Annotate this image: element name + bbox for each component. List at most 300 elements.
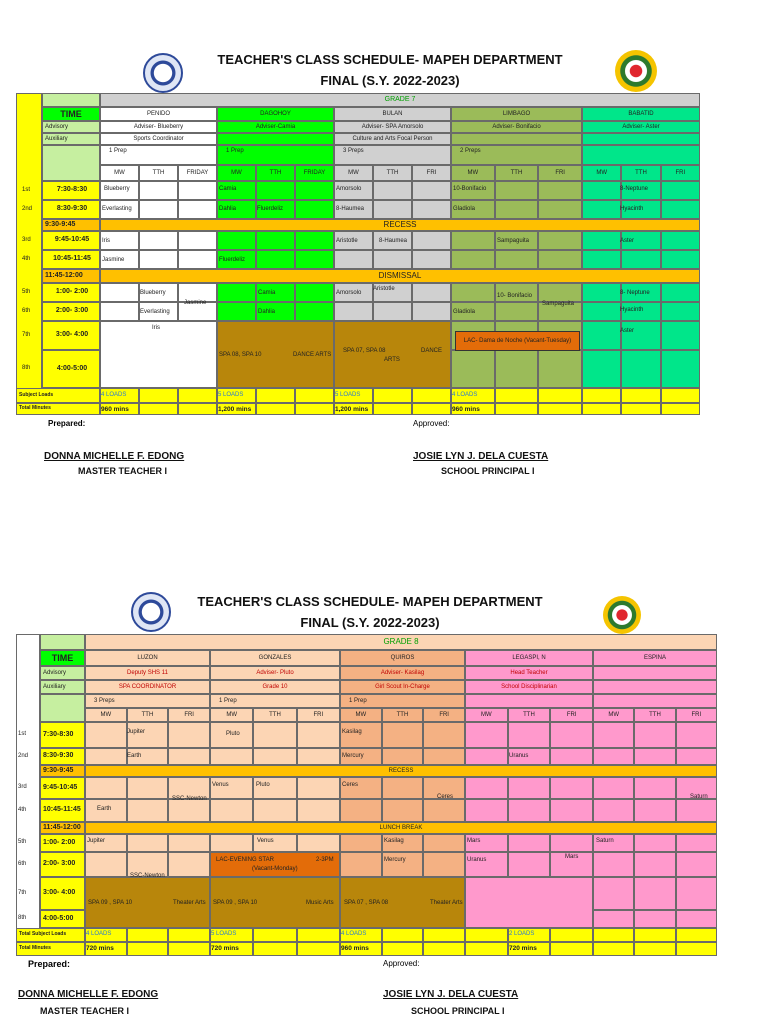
schedule-cell — [295, 283, 334, 302]
class-name: 10-Bonifacio — [453, 186, 487, 192]
schedule-cell — [297, 748, 340, 765]
period-label: 2nd — [18, 752, 29, 759]
day-header-cell: TTH — [621, 165, 660, 181]
dismissal-bar: DISMISSAL — [100, 269, 700, 283]
schedule-cell — [676, 722, 717, 748]
class-name: Mars — [467, 838, 481, 844]
advisory-quiros: Adviser- Kasilag — [340, 666, 465, 680]
schedule-cell — [373, 200, 412, 219]
class-name: Ceres — [437, 794, 454, 800]
class-name: Kasilag — [384, 838, 404, 844]
period-label: 3rd — [18, 784, 27, 790]
loads-cell — [538, 388, 582, 403]
lunch-break-bar: LUNCH BREAK — [85, 822, 717, 834]
class-name: Sampaguita — [497, 238, 530, 244]
schedule-cell — [451, 283, 495, 302]
class-name: SSC-Newton — [172, 796, 207, 802]
class-name: Venus — [257, 838, 274, 844]
schedule-cell — [217, 302, 256, 321]
advisory-gonzales: Adviser- Pluto — [210, 666, 340, 680]
page-subtitle: FINAL (S.Y. 2022-2023) — [320, 73, 460, 88]
advisory-label: Advisory — [40, 666, 85, 680]
schedule-cell — [256, 181, 295, 200]
schedule-cell — [495, 181, 539, 200]
schedule-cell — [621, 321, 660, 350]
schedule-cell — [661, 321, 700, 350]
schedule-cell — [100, 283, 139, 302]
minutes-cell — [465, 942, 508, 956]
loads-cell — [593, 928, 634, 942]
time-slot: 8:30-9:30 — [40, 748, 85, 765]
teacher-legaspi: LEGASPI, N — [465, 650, 593, 666]
schedule-cell — [100, 302, 139, 321]
schedule-cell — [217, 283, 256, 302]
period-label: 8th — [22, 365, 31, 371]
prep-count-cell: 1 Prep — [340, 694, 465, 708]
day-header-cell: TTH — [127, 708, 169, 722]
schedule-cell — [334, 302, 373, 321]
class-name: Hyacinth — [620, 206, 644, 212]
day-header-cell: MW — [340, 708, 382, 722]
schedule-cell — [256, 231, 295, 250]
lac-text: 2-3PM — [316, 857, 334, 863]
schedule-cell — [253, 722, 296, 748]
class-name: Everlasting — [140, 309, 170, 315]
period-label: 4th — [22, 255, 31, 262]
spa-text: Theater Arts — [173, 900, 206, 906]
minutes-cell — [621, 403, 660, 415]
day-header-cell: FRI — [423, 708, 465, 722]
schedule-cell — [676, 799, 717, 822]
loads-cell — [412, 388, 451, 403]
schedule-cell — [295, 231, 334, 250]
class-name: Mercury — [342, 753, 364, 759]
total-minutes-value: 1,200 mins — [218, 406, 252, 413]
class-name: 10- Bonifacio — [497, 293, 533, 299]
blank-header-cell — [42, 93, 100, 107]
class-name: Fluerdeliz — [219, 257, 246, 263]
subject-loads-label: Subject Loads — [16, 388, 100, 403]
schedule-cell — [465, 748, 508, 765]
class-name: Aristotle — [373, 286, 395, 292]
class-name: Ceres — [342, 782, 359, 788]
schedule-cell — [634, 777, 675, 799]
schedule-cell — [593, 748, 634, 765]
spa-text: Music Arts — [306, 900, 334, 906]
page-subtitle: FINAL (S.Y. 2022-2023) — [300, 615, 440, 630]
schedule-cell — [508, 852, 551, 877]
minutes-cell — [127, 942, 169, 956]
subject-loads-value: 5 LOADS — [335, 392, 361, 398]
day-header-blank — [42, 145, 100, 181]
schedule-cell — [100, 321, 217, 388]
schedule-cell — [295, 250, 334, 269]
schedule-cell — [582, 181, 621, 200]
left-margin-column — [16, 634, 40, 956]
class-name: 8-Haumea — [336, 206, 365, 212]
day-header-cell: FRI — [676, 708, 717, 722]
class-name: Dahlia — [258, 309, 276, 315]
schedule-cell — [168, 748, 210, 765]
class-name: Everlasting — [102, 206, 132, 212]
pink-block — [465, 877, 593, 928]
minutes-cell — [593, 942, 634, 956]
schedule-cell — [550, 722, 593, 748]
period-label: 6th — [22, 307, 31, 314]
schedule-cell — [178, 181, 217, 200]
class-name: Camia — [219, 186, 237, 192]
schedule-cell — [340, 852, 382, 877]
schedule-cell — [593, 799, 634, 822]
lac-block — [210, 852, 340, 877]
page-title: TEACHER'S CLASS SCHEDULE- MAPEH DEPARTMENT — [197, 594, 543, 609]
schedule-cell — [178, 250, 217, 269]
time-slot: 10:45-11:45 — [40, 799, 85, 822]
minutes-cell — [382, 942, 424, 956]
schedule-cell — [256, 250, 295, 269]
class-name: Aristotle — [336, 238, 358, 244]
time-slot: 4:00-5:00 — [40, 910, 85, 928]
schedule-cell — [661, 250, 700, 269]
class-name: Pluto — [226, 731, 240, 737]
loads-cell — [676, 928, 717, 942]
minutes-cell — [253, 942, 296, 956]
advisory-espina — [593, 666, 717, 680]
prepared-label: Prepared: — [48, 419, 86, 428]
schedule-cell — [412, 283, 451, 302]
spa-text: Theater Arts — [430, 900, 463, 906]
total-minutes-value: 960 mins — [101, 406, 129, 413]
schedule-cell — [210, 777, 253, 799]
schedule-cell — [295, 200, 334, 219]
period-label: 1st — [18, 731, 27, 737]
schedule-cell — [538, 283, 582, 302]
loads-cell — [297, 928, 340, 942]
minutes-cell — [423, 942, 465, 956]
approved-label: Approved: — [383, 959, 420, 968]
schedule-cell — [85, 852, 127, 877]
advisory-luzon: Deputy SHS 11 — [85, 666, 210, 680]
prep-count-cell: 2 Preps — [451, 145, 582, 165]
time-slot: 9:30-9:45 — [42, 219, 100, 231]
spa-block — [334, 321, 451, 388]
schedule-cell — [85, 777, 127, 799]
loads-cell — [382, 928, 424, 942]
class-name: Saturn — [596, 838, 614, 844]
spa-text: DANCE ARTS — [293, 352, 332, 358]
schedule-cell — [465, 777, 508, 799]
period-label: 7th — [22, 331, 31, 338]
day-header-cell: TTH — [634, 708, 675, 722]
day-header-cell: MW — [217, 165, 256, 181]
schedule-cell — [382, 722, 424, 748]
time-slot: 3:00- 4:00 — [40, 877, 85, 910]
schedule-cell — [253, 777, 296, 799]
schedule-cell — [382, 799, 424, 822]
schedule-cell — [621, 250, 660, 269]
total-minutes-value: 720 mins — [211, 945, 239, 952]
period-label: 5th — [22, 288, 31, 295]
minutes-cell — [373, 403, 412, 415]
minutes-cell — [661, 403, 700, 415]
class-name: 8- Neptune — [620, 290, 650, 296]
auxiliary-espina — [593, 680, 717, 694]
schedule-cell — [412, 181, 451, 200]
loads-cell — [168, 928, 210, 942]
subject-loads-value: 2 LOADS — [509, 931, 535, 937]
minutes-cell — [495, 403, 539, 415]
schedule-cell — [451, 231, 495, 250]
class-name: Sampaguita — [542, 301, 575, 307]
class-name: Iris — [102, 238, 110, 244]
schedule-cell — [582, 231, 621, 250]
schedule-cell — [634, 852, 675, 877]
schedule-cell — [495, 200, 539, 219]
schedule-cell — [373, 181, 412, 200]
class-name: Gladiola — [453, 206, 476, 212]
schedule-cell — [139, 200, 178, 219]
auxiliary-gonzales: Grade 10 — [210, 680, 340, 694]
day-header-cell: MW — [451, 165, 495, 181]
class-name: Saturn — [690, 794, 708, 800]
preparer-title: MASTER TEACHER I — [78, 466, 168, 476]
schedule-cell — [582, 302, 621, 321]
schedule-cell — [634, 722, 675, 748]
day-header-cell: TTH — [139, 165, 178, 181]
advisory-babatid: Adviser- Aster — [582, 121, 700, 133]
schedule-cell — [451, 250, 495, 269]
recess-bar: RECESS — [85, 765, 717, 777]
schedule-cell — [582, 250, 621, 269]
schedule-cell — [382, 777, 424, 799]
approved-label: Approved: — [413, 419, 450, 428]
schedule-cell — [253, 748, 296, 765]
schedule-cell — [582, 200, 621, 219]
total-minutes-value: 1,200 mins — [335, 406, 369, 413]
schedule-cell — [423, 852, 465, 877]
day-header-cell: FRI — [297, 708, 340, 722]
schedule-cell — [139, 181, 178, 200]
day-header-cell: FRIDAY — [178, 165, 217, 181]
schedule-cell — [593, 910, 634, 928]
schedule-cell — [495, 302, 539, 321]
time-slot: 11:45-12:00 — [42, 269, 100, 283]
schedule-cell — [550, 777, 593, 799]
time-header: TIME — [40, 650, 85, 666]
schedule-cell — [676, 852, 717, 877]
approver-title: SCHOOL PRINCIPAL I — [411, 1006, 505, 1016]
advisory-penido: Adviser- Blueberry — [100, 121, 217, 133]
prep-count-cell: 3 Preps — [85, 694, 210, 708]
schedule-cell — [676, 910, 717, 928]
schedule-cell — [538, 250, 582, 269]
schedule-cell — [210, 748, 253, 765]
schedule-cell — [634, 748, 675, 765]
day-header-cell: TTH — [253, 708, 296, 722]
auxiliary-luzon: SPA COORDINATOR — [85, 680, 210, 694]
schedule-cell — [168, 834, 210, 852]
day-header-cell: MW — [582, 165, 621, 181]
class-name: Jupiter — [87, 838, 106, 844]
schedule-cell — [582, 283, 621, 302]
advisory-limbago: Adviser- Bonifacio — [451, 121, 582, 133]
schedule-cell — [210, 834, 253, 852]
class-name: Hyacinth — [620, 307, 644, 313]
spa-text: SPA 07, SPA 08 — [343, 348, 386, 354]
class-name: Gladiola — [453, 309, 476, 315]
teacher-luzon: LUZON — [85, 650, 210, 666]
schedule-cell — [210, 799, 253, 822]
schedule-cell — [127, 722, 169, 748]
schedule-cell — [85, 722, 127, 748]
teacher-bulan: BULAN — [334, 107, 451, 121]
schedule-cell — [538, 231, 582, 250]
prep-count-cell — [593, 694, 717, 708]
teacher-quiros: QUIROS — [340, 650, 465, 666]
schedule-cell — [661, 231, 700, 250]
schedule-cell — [340, 834, 382, 852]
schedule-cell — [340, 777, 382, 799]
teacher-penido: PENIDO — [100, 107, 217, 121]
schedule-cell — [295, 302, 334, 321]
advisory-label: Advisory — [42, 121, 100, 133]
approver-title: SCHOOL PRINCIPAL I — [441, 466, 535, 476]
schedule-cell — [340, 722, 382, 748]
schedule-cell — [676, 748, 717, 765]
schedule-cell — [297, 799, 340, 822]
minutes-cell — [295, 403, 334, 415]
class-name: Venus — [212, 782, 229, 788]
grade-header: GRADE 8 — [85, 634, 717, 650]
preparer-name: DONNA MICHELLE F. EDONG — [44, 451, 185, 462]
class-name: Uranus — [467, 857, 487, 863]
class-name: Mars — [565, 854, 579, 860]
minutes-cell — [634, 942, 675, 956]
loads-cell — [127, 928, 169, 942]
auxiliary-bulan: Culture and Arts Focal Person — [334, 133, 451, 145]
minutes-cell — [178, 403, 217, 415]
class-name: 8-Haumea — [379, 238, 408, 244]
day-header-cell: TTH — [382, 708, 424, 722]
subject-loads-label: Total Subject Loads — [16, 928, 85, 942]
day-header-cell: MW — [100, 165, 139, 181]
time-slot: 9:45-10:45 — [42, 231, 100, 250]
schedule-cell — [538, 350, 582, 388]
schedule-cell — [297, 722, 340, 748]
schedule-cell — [127, 799, 169, 822]
class-name: Fluerdeliz — [257, 206, 284, 212]
total-minutes-label: Total Minutes — [16, 942, 85, 956]
class-name: Amorsolo — [336, 186, 362, 192]
spa-text: SPA 07 , SPA 08 — [344, 900, 389, 906]
loads-cell — [295, 388, 334, 403]
class-name: Mercury — [384, 857, 406, 863]
teacher-gonzales: GONZALES — [210, 650, 340, 666]
schedule-cell — [253, 799, 296, 822]
class-name: Kasilag — [342, 729, 362, 735]
prep-count-cell: 1 Prep — [210, 694, 340, 708]
loads-cell — [634, 928, 675, 942]
class-name: Iris — [152, 325, 160, 331]
day-header-cell: FRI — [550, 708, 593, 722]
day-header-cell: FRI — [661, 165, 700, 181]
period-label: 5th — [18, 839, 27, 845]
auxiliary-quiros: Girl Scout In-Charge — [340, 680, 465, 694]
time-slot: 9:45-10:45 — [40, 777, 85, 799]
period-label: 2nd — [22, 205, 33, 212]
class-name: Earth — [97, 806, 112, 812]
schedule-cell — [661, 350, 700, 388]
schedule-cell — [412, 302, 451, 321]
prep-count-cell — [465, 694, 593, 708]
loads-cell — [495, 388, 539, 403]
schedule-cell — [127, 834, 169, 852]
day-header-cell: TTH — [256, 165, 295, 181]
time-header: TIME — [42, 107, 100, 121]
period-label: 6th — [18, 860, 27, 867]
schedule-cell — [382, 748, 424, 765]
class-name: Jasmine — [184, 300, 207, 306]
schedule-cell — [465, 852, 508, 877]
schedule-cell — [334, 250, 373, 269]
schedule-cell — [127, 777, 169, 799]
schedule-cell — [550, 748, 593, 765]
loads-cell — [582, 388, 621, 403]
loads-cell — [621, 388, 660, 403]
schedule-cell — [538, 200, 582, 219]
schedule-cell — [593, 777, 634, 799]
loads-cell — [661, 388, 700, 403]
total-minutes-label: Total Minutes — [16, 403, 100, 415]
loads-cell — [178, 388, 217, 403]
subject-loads-value: 5 LOADS — [218, 392, 244, 398]
loads-cell — [423, 928, 465, 942]
page-title: TEACHER'S CLASS SCHEDULE- MAPEH DEPARTMENT — [217, 52, 563, 67]
schedule-cell — [451, 350, 495, 388]
auxiliary-label: Auxiliary — [40, 680, 85, 694]
schedule-cell — [412, 231, 451, 250]
class-name: Camia — [258, 290, 276, 296]
teacher-dagohoy: DAGOHOY — [217, 107, 334, 121]
period-label: 1st — [22, 186, 31, 193]
blank-header-cell — [40, 634, 85, 650]
schedule-cell — [168, 852, 210, 877]
class-name: Uranus — [509, 753, 529, 759]
schedule-cell — [661, 181, 700, 200]
spa-text: DANCE — [421, 348, 443, 354]
class-name: Dahlia — [219, 206, 237, 212]
class-name: Pluto — [256, 782, 270, 788]
schedule-cell — [550, 799, 593, 822]
time-slot: 7:30-8:30 — [42, 181, 100, 200]
teacher-babatid: BABATID — [582, 107, 700, 121]
schedule-cell — [139, 250, 178, 269]
period-label: 8th — [18, 915, 27, 921]
schedule-cell — [593, 877, 634, 910]
loads-cell — [256, 388, 295, 403]
time-slot: 9:30-9:45 — [40, 765, 85, 777]
day-header-cell: TTH — [373, 165, 412, 181]
grade-header: GRADE 7 — [100, 93, 700, 107]
schedule-cell — [538, 181, 582, 200]
lac-text: (Vacant-Monday) — [252, 866, 298, 872]
lac-text: LAC-EVENING STAR — [216, 857, 274, 863]
spa-text: ARTS — [384, 357, 400, 363]
minutes-cell — [297, 942, 340, 956]
class-name: Blueberry — [104, 186, 130, 192]
recess-bar: RECESS — [100, 219, 700, 231]
class-name: Aster — [620, 328, 635, 334]
